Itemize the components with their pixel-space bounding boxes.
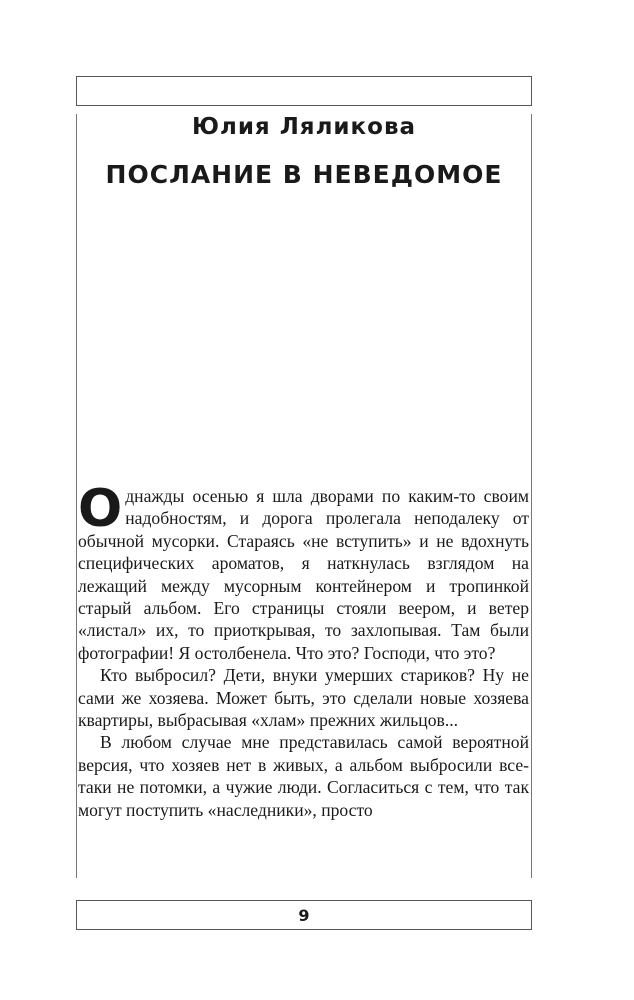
author-name: Юлия Ляликова (191, 114, 417, 140)
page-number: 9 (298, 905, 310, 925)
paragraph-3: В любом случае мне представилась самой вероятной версия, что хозяев нет в живых, а альбом выбросили все-таки не потомки, а чужие люди. Согласиться с тем, что так могут поступить «наследники», просто (78, 732, 529, 820)
body-text (78, 479, 529, 821)
running-header-frame (76, 76, 532, 106)
paragraph-1 (78, 479, 529, 664)
page-footer-frame (76, 900, 532, 930)
left-rule (76, 114, 77, 878)
right-rule (531, 114, 532, 878)
paragraph-1-text: днажды осенью я шла дворами по каким-то своим надобностям, и дорога пролегала неподалеку от обычной мусорки. Стараясь «не вступить» и не вдохнуть специфических ароматов, я наткнулась взглядом на лежащий между мусорным контейнером и тропинкой старый альбом. Его страницы стояли веером, и ветер «листал» их, то приоткрывая, то захлопывая. Там были фотографии! Я остолбенела. Что это? Господи, что это? (78, 486, 529, 663)
drop-cap: О (78, 479, 123, 539)
paragraph-2: Кто выбросил? Дети, внуки умерших стариков? Ну не сами же хозяева. Может быть, это сделали новые хозяева квартиры, выбрасывая «хлам» прежних жильцов... (78, 665, 529, 731)
chapter-title: ПОСЛАНИЕ В НЕВЕДОМОЕ (105, 160, 503, 189)
